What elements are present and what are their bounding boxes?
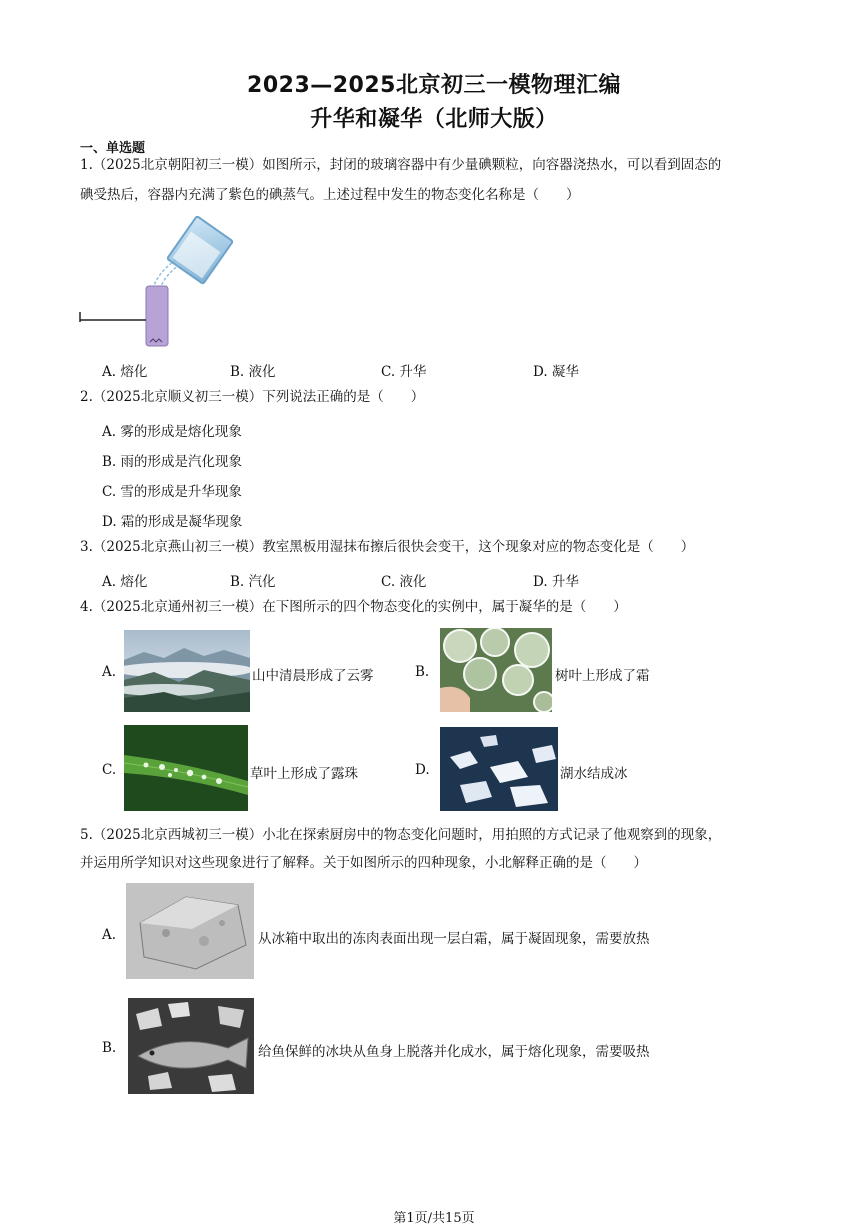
- q5-caption-b: 给鱼保鲜的冰块从鱼身上脱落并化成水，属于熔化现象，需要吸热: [258, 1044, 650, 1060]
- q2-stem: 2.（2025北京顺义初三一模）下列说法正确的是（ ）: [80, 389, 425, 405]
- q2-option-d: D. 霜的形成是凝华现象: [102, 514, 243, 530]
- document-subtitle: 升华和凝华（北师大版）: [310, 107, 558, 132]
- q3-option-b: B. 汽化: [230, 574, 276, 590]
- q4-label-d: D.: [415, 762, 430, 778]
- q1-option-c: C. 升华: [381, 364, 427, 380]
- lake-ice-photo: [440, 727, 558, 811]
- q4-label-a: A.: [102, 664, 117, 680]
- q4-label-c: C.: [102, 762, 117, 778]
- q3-option-d: D. 升华: [533, 574, 579, 590]
- q2-option-a: A. 雾的形成是熔化现象: [102, 424, 242, 440]
- q5-stem-line2: 并运用所学知识对这些现象进行了解释。关于如图所示的四种现象，小北解释正确的是（ ）: [80, 855, 647, 871]
- q3-option-c: C. 液化: [381, 574, 427, 590]
- q3-stem: 3.（2025北京燕山初三一模）教室黑板用湿抹布擦后很快会变干，这个现象对应的物态变化是（ ）: [80, 539, 695, 555]
- q4-stem: 4.（2025北京通州初三一模）在下图所示的四个物态变化的实例中，属于凝华的是（ ）: [80, 599, 627, 615]
- page-footer: 第1页/共15页: [393, 1211, 475, 1226]
- beaker-pour-figure: [78, 212, 238, 352]
- q1-option-b: B. 液化: [230, 364, 276, 380]
- dew-leaf-photo: [124, 725, 248, 811]
- q3-option-a: A. 熔化: [102, 574, 148, 590]
- q2-option-c: C. 雪的形成是升华现象: [102, 484, 242, 500]
- q5-stem-line1: 5.（2025北京西城初三一模）小北在探索厨房中的物态变化问题时，用拍照的方式记录了他观察到的现象，: [80, 827, 722, 843]
- q4-caption-a: 山中清晨形成了云雾: [252, 668, 374, 684]
- fish-ice-photo: [128, 998, 254, 1094]
- q2-option-b: B. 雨的形成是汽化现象: [102, 454, 243, 470]
- q4-label-b: B.: [415, 664, 430, 680]
- mountain-fog-photo: [124, 630, 250, 712]
- q1-stem-line2: 碘受热后，容器内充满了紫色的碘蒸气。上述过程中发生的物态变化名称是（ ）: [80, 187, 580, 203]
- q4-caption-b: 树叶上形成了霜: [555, 668, 650, 684]
- frost-leaves-photo: [440, 628, 552, 712]
- q1-option-d: D. 凝华: [533, 364, 579, 380]
- frozen-meat-photo: [126, 883, 254, 979]
- q5-label-b: B.: [102, 1040, 117, 1056]
- q5-label-a: A.: [102, 927, 117, 943]
- q5-caption-a: 从冰箱中取出的冻肉表面出现一层白霜，属于凝固现象，需要放热: [258, 931, 650, 947]
- document-title: 2023—2025北京初三一模物理汇编: [247, 73, 621, 98]
- section-heading: 一、单选题: [80, 141, 146, 156]
- q4-caption-d: 湖水结成冰: [560, 766, 628, 782]
- q1-option-a: A. 熔化: [102, 364, 148, 380]
- q4-caption-c: 草叶上形成了露珠: [250, 766, 358, 782]
- q1-stem-line1: 1.（2025北京朝阳初三一模）如图所示，封闭的玻璃容器中有少量碘颗粒，向容器浇热水，可以看到固态的: [80, 157, 722, 173]
